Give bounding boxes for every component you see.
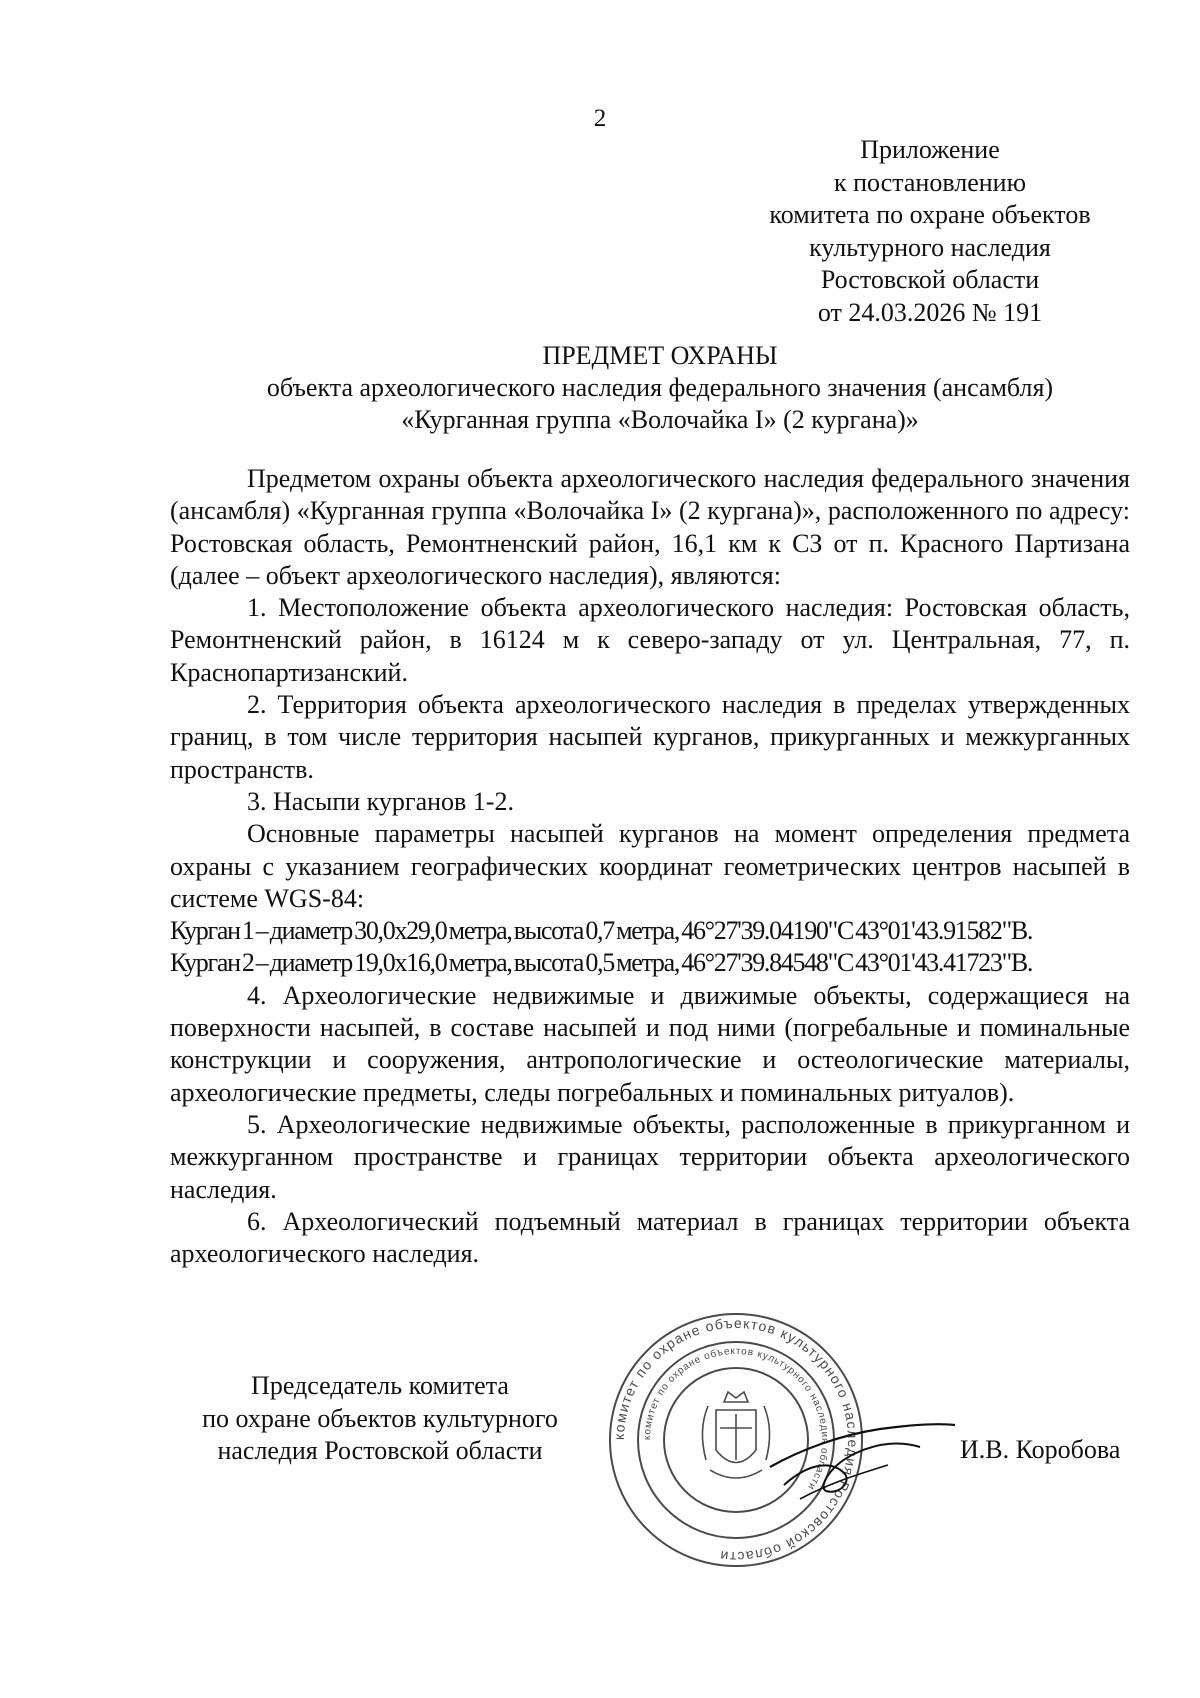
kurgan-1-line: Курган 1 – диаметр 30,0x29,0 метра, высота 0,7 метра, 46°27'39.04190"С 43°01'43.91582"В.: [170, 916, 1033, 946]
document-title: [180, 340, 1140, 436]
appendix-line: комитета по охране объектов: [769, 200, 1091, 229]
params-paragraph: Основные параметры насыпей курганов на момент определения предмета охраны с указанием географических координат геометрических центров насыпей в системе WGS-84:: [170, 819, 1130, 913]
seal-outer-text: комитет по охране объектов культурного наследия Ростовской области: [610, 1314, 862, 1566]
appendix-header: [735, 134, 1125, 329]
item-surface-material: 6. Археологический подъемный материал в границах территории объекта археологического наследия.: [170, 1206, 1130, 1269]
appendix-line: Ростовской области: [820, 265, 1040, 294]
signer-position-line: Председатель комитета: [251, 1371, 509, 1400]
page-number: 2: [593, 105, 607, 132]
item-location: 1. Местоположение объекта археологического наследия: Ростовская область, Ремонтненский район, в 16124 м к северо-западу от ул. Центральная, 77, п. Краснопартизанский.: [170, 593, 1130, 687]
appendix-date-number: от 24.03.2026 № 191: [817, 297, 1043, 327]
appendix-line: Приложение: [860, 135, 1000, 164]
signature-block: [160, 1370, 600, 1468]
title-line: объекта археологического наследия федерального значения (ансамбля): [266, 373, 1054, 402]
title-line: «Курганная группа «Волочайка I» (2 кургана)»: [401, 405, 919, 434]
item-archaeological-objects: 4. Археологические недвижимые и движимые объекты, содержащиеся на поверхности насыпей, в составе насыпей и под ними (погребальные и поминальные конструкции и сооружения, антропологические и остеологические материалы, археологические предметы, следы погребальных и поминальных ритуалов).: [170, 980, 1130, 1107]
title-heading: ПРЕДМЕТ ОХРАНЫ: [542, 341, 778, 370]
signer-position-line: наследия Ростовской области: [217, 1436, 543, 1465]
item-mounds: 3. Насыпи курганов 1-2.: [247, 786, 514, 816]
item-immovable-objects: 5. Археологические недвижимые объекты, расположенные в прикурганном и межкурганном пространстве и границах территории объекта археологического наследия.: [170, 1109, 1130, 1204]
kurgan-2-line: Курган 2 – диаметр 19,0x16,0 метра, высота 0,5 метра, 46°27'39.84548"С 43°01'43.41723"В.: [170, 948, 1033, 978]
item-territory: 2. Территория объекта археологического наследия в пределах утвержденных границ, в том числе территория насыпей курганов, прикурганных и межкурганных пространств.: [170, 690, 1130, 784]
seal-inner-text: комитет по охране объектов культурного наследия области: [641, 1345, 831, 1493]
appendix-line: к постановлению: [833, 167, 1027, 197]
document-body: [170, 463, 1130, 1270]
intro-paragraph: Предметом охраны объекта археологического наследия федерального значения (ансамбля) «Курганная группа «Волочайка I» (2 кургана)», расположенного по адресу: Ростовская область, Ремонтненский район, 16,1 км к СЗ от п. Красного Партизана (далее – объект археологического наследия), являются:: [170, 464, 1130, 590]
appendix-line: культурного наследия: [809, 232, 1051, 262]
signer-name: И.В. Коробова: [960, 1435, 1121, 1464]
signer-position-line: по охране объектов культурного: [202, 1403, 558, 1433]
handwritten-signature: [760, 1395, 960, 1525]
